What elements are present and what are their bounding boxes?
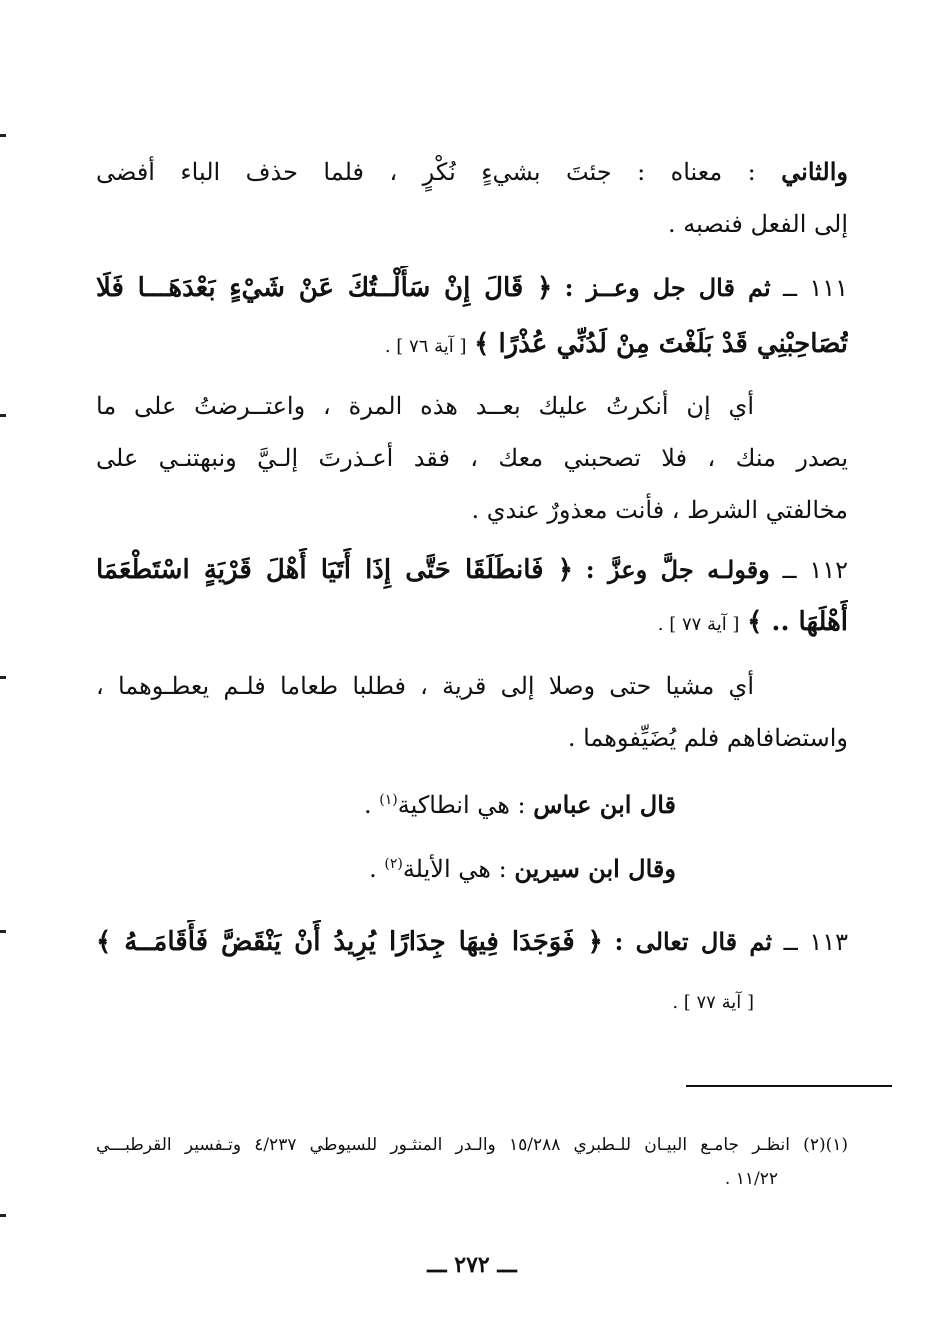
- paragraph-second-line-2: إلى الفعل فنصبه .: [667, 210, 848, 238]
- explanation-112-line-2: واستضافاهم فلم يُضَيِّفوهما .: [567, 724, 848, 752]
- item-113-line-2: [96, 978, 754, 1025]
- scan-edge-mark: [0, 930, 6, 933]
- footnote-marker-2: (٢): [384, 856, 403, 872]
- item-113-ref: [ آية ٧٧ ] .: [672, 992, 754, 1013]
- quote-ibn-sirin-label: وقال ابن سيرين: [514, 854, 676, 883]
- paragraph-second-text: : معناه : جئتَ بشيءٍ نُكْرٍ ، فلما حذف الباء أفضى: [96, 158, 756, 186]
- footnote-separator: [686, 1085, 892, 1087]
- scan-edge-mark: [0, 134, 6, 137]
- footnote-line-2: ١١/٢٢ .: [724, 1169, 778, 1189]
- footnote-marker-1: (١): [379, 792, 398, 808]
- item-113-intro: ثم قال تعالى :: [614, 927, 773, 956]
- scan-edge-mark: [0, 414, 6, 417]
- quote-ibn-abbas: [96, 778, 676, 827]
- quote-ibn-sirin-text: : هي الأيلة: [402, 855, 507, 883]
- paragraph-second-line-1: [96, 150, 848, 194]
- item-111-verse-line-2: تُصَاحِبْنِي قَدْ بَلَغْتَ مِنْ لَدُنِّي عُذْرًا ﴾: [474, 329, 848, 359]
- item-113-line-1: [96, 920, 848, 964]
- item-111-line-1: [96, 266, 848, 310]
- quote-ibn-abbas-text: : هي انطاكية: [397, 791, 526, 819]
- item-112-line-1: [96, 548, 848, 592]
- item-111-ref: [ آية ٧٦ ] .: [384, 336, 467, 357]
- quote-ibn-sirin: [96, 842, 676, 891]
- explanation-112-line-1: أي مشيا حتى وصلا إلى قرية ، فطلبا طعاما فلـم يعطـوهما ،: [96, 672, 754, 700]
- item-113-number: ١١٣ ــ: [783, 928, 848, 956]
- item-111-intro: ثم قال جل وعــز :: [564, 273, 771, 302]
- scan-edge-mark: [0, 676, 6, 679]
- quote-ibn-sirin-end: .: [369, 855, 385, 883]
- item-111-line-2: [96, 322, 848, 369]
- item-113-verse-line-1: ﴿ فَوَجَدَا فِيهَا جِدَارًا يُرِيدُ أَنْ يَنْقَضَّ فَأَقَامَــهُ ﴾: [96, 927, 603, 957]
- item-111-verse-line-1: ﴿ قَالَ إِنْ سَأَلْــتُكَ عَنْ شَيْءٍ بَعْدَهَـــا فَلَا: [96, 273, 553, 303]
- item-112-intro: وقولـه جلَّ وعزَّ :: [585, 555, 770, 584]
- scan-edge-mark: [0, 1214, 6, 1217]
- explanation-111-line-2: يصدر منك ، فلا تصحبني معك ، فقد أعـذرتَ إلـيَّ ونبهتنـي على: [96, 444, 848, 472]
- item-111-number: ١١١ ــ: [782, 274, 848, 302]
- explanation-111-line-1: أي إن أنكرتُ عليك بعــد هذه المرة ، واعتــرضتُ على ما: [96, 392, 754, 420]
- item-112-ref: [ آية ٧٧ ] .: [657, 614, 740, 635]
- quote-ibn-abbas-label: قال ابن عباس: [533, 790, 676, 819]
- page-number: ـــ ٢٧٢ ـــ: [427, 1252, 517, 1278]
- explanation-111-line-3: مخالفتي الشرط ، فأنت معذورٌ عندي .: [471, 496, 848, 524]
- item-112-line-2: [96, 600, 848, 647]
- quote-ibn-abbas-end: .: [364, 791, 380, 819]
- item-112-verse-line-1: ﴿ فَانطَلَقَا حَتَّى إِذَا أَتَيَا أَهْلَ قَرْيَةٍ اسْتَطْعَمَا: [96, 555, 573, 585]
- item-112-number: ١١٢ ــ: [782, 556, 848, 584]
- paragraph-second-label: والثاني: [781, 157, 848, 186]
- item-112-verse-line-2: أَهْلَهَا .. ﴾: [747, 607, 848, 637]
- footnote-line-1: (١)(٢) انظـر جامـع البيـان للـطبري ١٥/٢٨٨ والـدر المنثـور للسيوطي ٤/٢٣٧ وتـفسير القرطبـــي: [96, 1135, 848, 1155]
